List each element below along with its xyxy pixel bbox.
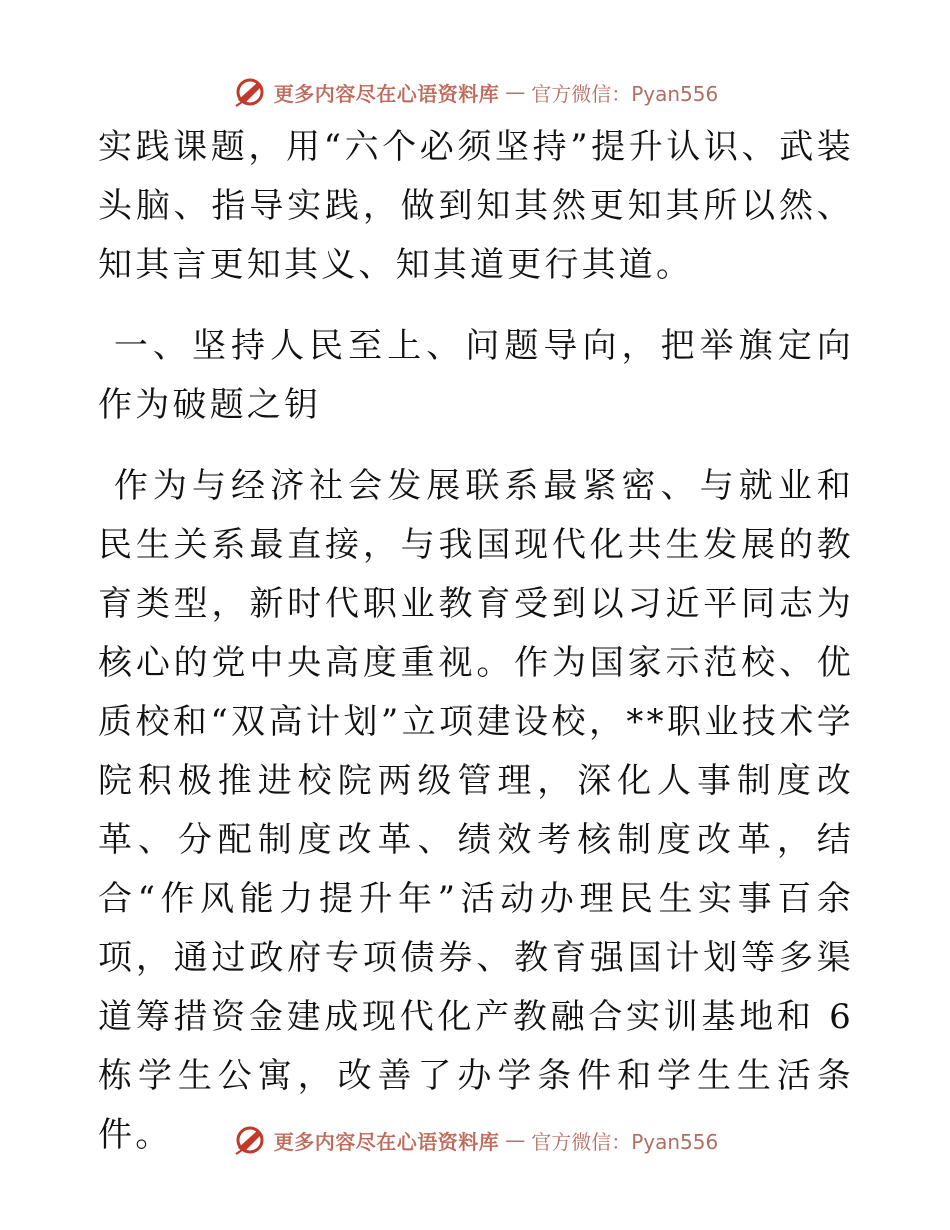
section-heading: 一、坚持人民至上、问题导向，把举旗定向作为破题之钥 — [98, 326, 854, 425]
body-paragraph: 作为与经济社会发展联系最紧密、与就业和民生关系最直接，与我国现代化共生发展的教育类型，新时代职业教育受到以习近平同志为核心的党中央高度重视。作为国家示范校、优质校和“双高计划”立项建设校，**职业技术学院积极推进校院两级管理，深化人事制度改革、分配制度改革、绩效考核制度改革，结合“作风能力提升年”活动办理民生实事百余项，通过政府专项债券、教育强国计划等多渠道筹措资金建成现代化产教融合实训基地和 6 栋学生公寓，改善了办学条件和学生生活条件。 — [98, 466, 869, 1155]
banner-wechat: 官方微信：Pyan556 — [531, 81, 719, 106]
banner-title: 更多内容尽在心语资料库 — [273, 81, 500, 106]
banner-wechat: 官方微信：Pyan556 — [531, 1129, 719, 1154]
intro-paragraph: 实践课题，用“六个必须坚持”提升认识、武装头脑、指导实践，做到知其然更知其所以然、知其言更知其义、知其道更行其道。 — [98, 127, 854, 285]
document-body — [98, 118, 869, 1165]
banner-separator: — — [505, 1128, 526, 1152]
banner-title: 更多内容尽在心语资料库 — [273, 1129, 500, 1154]
pen-logo-icon — [232, 1124, 268, 1156]
pen-logo-icon — [232, 76, 268, 108]
banner-separator: — — [505, 80, 526, 104]
header-banner — [0, 72, 950, 112]
footer-banner — [0, 1120, 950, 1160]
